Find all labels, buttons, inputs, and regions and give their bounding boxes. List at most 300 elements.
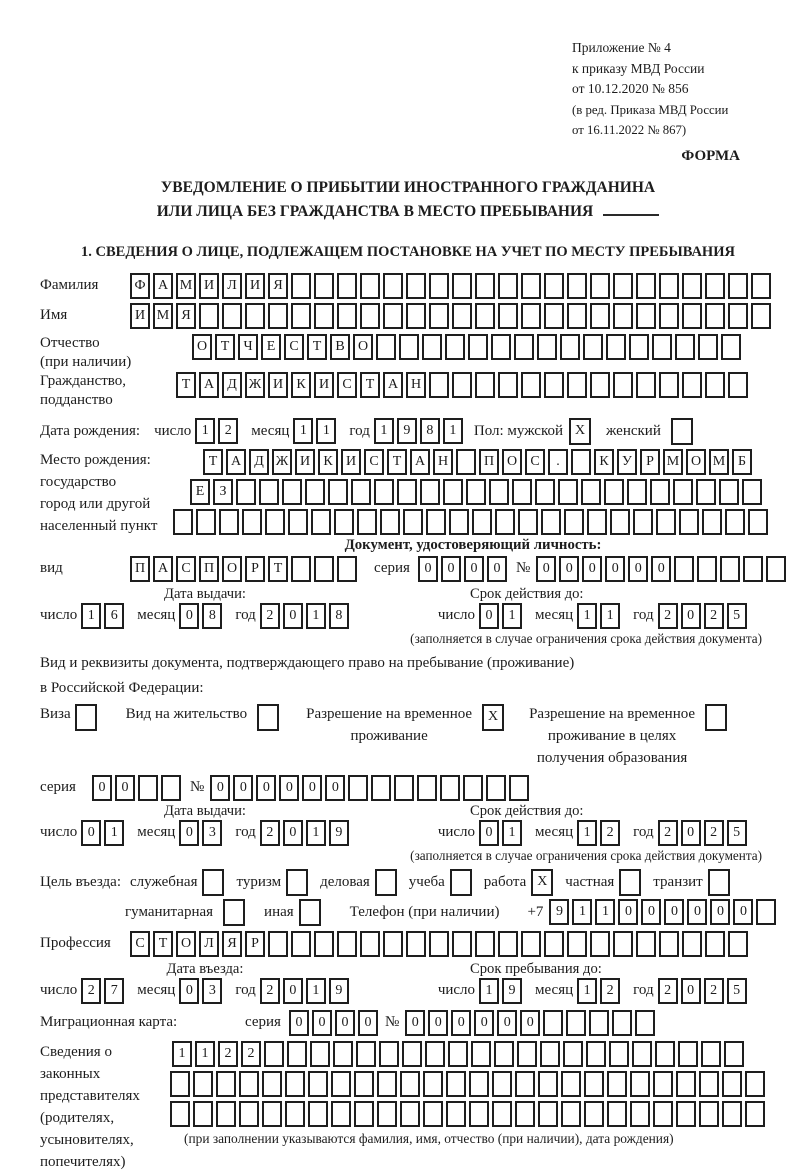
form-cell[interactable]: 9 bbox=[502, 978, 522, 1004]
form-cell[interactable] bbox=[463, 775, 483, 801]
form-cell[interactable]: 3 bbox=[202, 978, 222, 1004]
form-cell[interactable] bbox=[337, 931, 357, 957]
form-cell[interactable] bbox=[652, 334, 672, 360]
form-cell[interactable] bbox=[659, 303, 679, 329]
form-cell[interactable]: Т bbox=[360, 372, 380, 398]
form-cell[interactable]: 6 bbox=[104, 603, 124, 629]
form-cell[interactable] bbox=[360, 273, 380, 299]
form-cell[interactable]: 0 bbox=[681, 603, 701, 629]
form-cell[interactable]: 1 bbox=[374, 418, 394, 444]
form-cell[interactable]: 0 bbox=[464, 556, 484, 582]
form-cell[interactable] bbox=[632, 1041, 652, 1067]
form-cell[interactable] bbox=[584, 1071, 604, 1097]
form-cell[interactable]: В bbox=[330, 334, 350, 360]
checkbox-cell[interactable] bbox=[450, 869, 472, 896]
form-cell[interactable] bbox=[544, 931, 564, 957]
form-cell[interactable]: 0 bbox=[115, 775, 135, 801]
form-cell[interactable]: 0 bbox=[428, 1010, 448, 1036]
form-cell[interactable]: О bbox=[176, 931, 196, 957]
form-cell[interactable]: 1 bbox=[316, 418, 336, 444]
form-cell[interactable]: 0 bbox=[582, 556, 602, 582]
form-cell[interactable]: 0 bbox=[289, 1010, 309, 1036]
form-cell[interactable] bbox=[719, 479, 739, 505]
form-cell[interactable] bbox=[314, 273, 334, 299]
form-cell[interactable] bbox=[402, 1041, 422, 1067]
form-cell[interactable] bbox=[627, 479, 647, 505]
form-cell[interactable] bbox=[586, 1041, 606, 1067]
form-cell[interactable] bbox=[655, 1041, 675, 1067]
form-cell[interactable]: Н bbox=[406, 372, 426, 398]
form-cell[interactable] bbox=[492, 1101, 512, 1127]
form-cell[interactable]: 0 bbox=[687, 899, 707, 925]
form-cell[interactable] bbox=[310, 1041, 330, 1067]
form-cell[interactable] bbox=[161, 775, 181, 801]
form-cell[interactable] bbox=[590, 372, 610, 398]
form-cell[interactable] bbox=[400, 1101, 420, 1127]
form-cell[interactable]: М bbox=[176, 273, 196, 299]
form-cell[interactable]: 0 bbox=[283, 978, 303, 1004]
form-cell[interactable] bbox=[466, 479, 486, 505]
form-cell[interactable]: 0 bbox=[233, 775, 253, 801]
form-cell[interactable] bbox=[607, 1071, 627, 1097]
form-cell[interactable] bbox=[567, 273, 587, 299]
form-cell[interactable] bbox=[468, 334, 488, 360]
form-cell[interactable]: 7 bbox=[104, 978, 124, 1004]
form-cell[interactable] bbox=[291, 556, 311, 582]
checkbox-cell[interactable]: X bbox=[531, 869, 553, 896]
form-cell[interactable] bbox=[629, 334, 649, 360]
form-cell[interactable] bbox=[613, 273, 633, 299]
checkbox-cell[interactable] bbox=[257, 704, 279, 731]
form-cell[interactable]: 1 bbox=[195, 1041, 215, 1067]
form-cell[interactable] bbox=[285, 1071, 305, 1097]
form-cell[interactable]: 0 bbox=[536, 556, 556, 582]
form-cell[interactable] bbox=[584, 1101, 604, 1127]
form-cell[interactable]: О bbox=[222, 556, 242, 582]
form-cell[interactable]: Ф bbox=[130, 273, 150, 299]
form-cell[interactable]: К bbox=[291, 372, 311, 398]
form-cell[interactable] bbox=[475, 931, 495, 957]
form-cell[interactable] bbox=[589, 1010, 609, 1036]
form-cell[interactable] bbox=[245, 303, 265, 329]
form-cell[interactable]: Р bbox=[245, 931, 265, 957]
form-cell[interactable] bbox=[199, 303, 219, 329]
form-cell[interactable]: И bbox=[268, 372, 288, 398]
form-cell[interactable] bbox=[583, 334, 603, 360]
form-cell[interactable]: Л bbox=[199, 931, 219, 957]
form-cell[interactable] bbox=[449, 509, 469, 535]
form-cell[interactable] bbox=[429, 303, 449, 329]
checkbox-cell[interactable] bbox=[708, 869, 730, 896]
form-cell[interactable]: 0 bbox=[681, 978, 701, 1004]
form-cell[interactable] bbox=[417, 775, 437, 801]
form-cell[interactable] bbox=[590, 273, 610, 299]
form-cell[interactable] bbox=[567, 931, 587, 957]
form-cell[interactable]: 0 bbox=[283, 603, 303, 629]
form-cell[interactable]: С bbox=[364, 449, 384, 475]
form-cell[interactable] bbox=[702, 509, 722, 535]
form-cell[interactable] bbox=[287, 1041, 307, 1067]
form-cell[interactable] bbox=[422, 334, 442, 360]
form-cell[interactable]: И bbox=[130, 303, 150, 329]
form-cell[interactable]: П bbox=[479, 449, 499, 475]
form-cell[interactable] bbox=[544, 273, 564, 299]
form-cell[interactable] bbox=[489, 479, 509, 505]
form-cell[interactable] bbox=[406, 303, 426, 329]
form-cell[interactable] bbox=[521, 303, 541, 329]
form-cell[interactable]: 0 bbox=[81, 820, 101, 846]
checkbox-cell[interactable] bbox=[619, 869, 641, 896]
checkbox-cell[interactable] bbox=[75, 704, 97, 731]
form-cell[interactable] bbox=[380, 509, 400, 535]
form-cell[interactable]: 1 bbox=[293, 418, 313, 444]
form-cell[interactable] bbox=[521, 931, 541, 957]
form-cell[interactable] bbox=[498, 303, 518, 329]
form-cell[interactable]: 0 bbox=[733, 899, 753, 925]
form-cell[interactable] bbox=[653, 1071, 673, 1097]
form-cell[interactable] bbox=[193, 1101, 213, 1127]
form-cell[interactable] bbox=[650, 479, 670, 505]
form-cell[interactable]: Я bbox=[222, 931, 242, 957]
form-cell[interactable] bbox=[636, 303, 656, 329]
form-cell[interactable]: 1 bbox=[577, 820, 597, 846]
form-cell[interactable] bbox=[538, 1071, 558, 1097]
form-cell[interactable] bbox=[440, 775, 460, 801]
form-cell[interactable] bbox=[360, 931, 380, 957]
form-cell[interactable]: С bbox=[525, 449, 545, 475]
form-cell[interactable] bbox=[567, 372, 587, 398]
form-cell[interactable] bbox=[374, 479, 394, 505]
form-cell[interactable] bbox=[259, 479, 279, 505]
form-cell[interactable]: И bbox=[341, 449, 361, 475]
form-cell[interactable] bbox=[728, 273, 748, 299]
form-cell[interactable] bbox=[452, 303, 472, 329]
form-cell[interactable] bbox=[469, 1071, 489, 1097]
form-cell[interactable] bbox=[590, 931, 610, 957]
form-cell[interactable] bbox=[216, 1071, 236, 1097]
form-cell[interactable] bbox=[371, 775, 391, 801]
form-cell[interactable] bbox=[268, 303, 288, 329]
form-cell[interactable] bbox=[291, 273, 311, 299]
form-cell[interactable] bbox=[443, 479, 463, 505]
form-cell[interactable]: 0 bbox=[710, 899, 730, 925]
form-cell[interactable] bbox=[333, 1041, 353, 1067]
form-cell[interactable]: 0 bbox=[179, 978, 199, 1004]
form-cell[interactable] bbox=[587, 509, 607, 535]
form-cell[interactable] bbox=[675, 334, 695, 360]
form-cell[interactable]: 0 bbox=[618, 899, 638, 925]
form-cell[interactable] bbox=[699, 1101, 719, 1127]
form-cell[interactable] bbox=[682, 273, 702, 299]
form-cell[interactable]: 1 bbox=[600, 603, 620, 629]
form-cell[interactable] bbox=[699, 1071, 719, 1097]
form-cell[interactable] bbox=[745, 1101, 765, 1127]
checkbox-cell[interactable] bbox=[223, 899, 245, 926]
form-cell[interactable]: М bbox=[153, 303, 173, 329]
form-cell[interactable] bbox=[173, 509, 193, 535]
form-cell[interactable] bbox=[676, 1071, 696, 1097]
form-cell[interactable] bbox=[635, 1010, 655, 1036]
form-cell[interactable] bbox=[471, 1041, 491, 1067]
form-cell[interactable] bbox=[604, 479, 624, 505]
form-cell[interactable] bbox=[216, 1101, 236, 1127]
form-cell[interactable]: 9 bbox=[329, 820, 349, 846]
form-cell[interactable] bbox=[633, 509, 653, 535]
form-cell[interactable] bbox=[673, 479, 693, 505]
form-cell[interactable]: 1 bbox=[479, 978, 499, 1004]
form-cell[interactable] bbox=[682, 931, 702, 957]
form-cell[interactable]: А bbox=[153, 273, 173, 299]
form-cell[interactable] bbox=[721, 334, 741, 360]
form-cell[interactable] bbox=[606, 334, 626, 360]
form-cell[interactable] bbox=[448, 1041, 468, 1067]
form-cell[interactable] bbox=[724, 1041, 744, 1067]
form-cell[interactable] bbox=[566, 1010, 586, 1036]
form-cell[interactable] bbox=[544, 372, 564, 398]
form-cell[interactable] bbox=[406, 931, 426, 957]
form-cell[interactable] bbox=[543, 1010, 563, 1036]
form-cell[interactable] bbox=[517, 1041, 537, 1067]
checkbox-cell[interactable] bbox=[375, 869, 397, 896]
form-cell[interactable]: 0 bbox=[405, 1010, 425, 1036]
form-cell[interactable]: Е bbox=[190, 479, 210, 505]
form-cell[interactable]: О bbox=[502, 449, 522, 475]
form-cell[interactable] bbox=[515, 1071, 535, 1097]
form-cell[interactable] bbox=[613, 931, 633, 957]
form-cell[interactable] bbox=[697, 556, 717, 582]
form-cell[interactable] bbox=[423, 1101, 443, 1127]
form-cell[interactable] bbox=[360, 303, 380, 329]
form-cell[interactable] bbox=[613, 372, 633, 398]
form-cell[interactable] bbox=[311, 509, 331, 535]
form-cell[interactable] bbox=[222, 303, 242, 329]
form-cell[interactable]: Ж bbox=[272, 449, 292, 475]
form-cell[interactable] bbox=[383, 931, 403, 957]
form-cell[interactable]: 1 bbox=[306, 978, 326, 1004]
form-cell[interactable]: Д bbox=[249, 449, 269, 475]
form-cell[interactable] bbox=[515, 1101, 535, 1127]
form-cell[interactable]: 0 bbox=[358, 1010, 378, 1036]
form-cell[interactable] bbox=[498, 273, 518, 299]
form-cell[interactable] bbox=[495, 509, 515, 535]
form-cell[interactable] bbox=[728, 303, 748, 329]
form-cell[interactable] bbox=[291, 931, 311, 957]
form-cell[interactable] bbox=[305, 479, 325, 505]
form-cell[interactable] bbox=[766, 556, 786, 582]
form-cell[interactable] bbox=[399, 334, 419, 360]
form-cell[interactable]: 5 bbox=[727, 978, 747, 1004]
form-cell[interactable] bbox=[337, 556, 357, 582]
form-cell[interactable]: 1 bbox=[595, 899, 615, 925]
form-cell[interactable] bbox=[348, 775, 368, 801]
form-cell[interactable]: Т bbox=[215, 334, 235, 360]
form-cell[interactable]: 0 bbox=[479, 820, 499, 846]
form-cell[interactable]: Ч bbox=[238, 334, 258, 360]
form-cell[interactable] bbox=[705, 372, 725, 398]
form-cell[interactable]: 2 bbox=[600, 820, 620, 846]
form-cell[interactable]: 2 bbox=[260, 603, 280, 629]
form-cell[interactable] bbox=[636, 372, 656, 398]
form-cell[interactable] bbox=[676, 1101, 696, 1127]
form-cell[interactable] bbox=[423, 1071, 443, 1097]
form-cell[interactable]: 8 bbox=[329, 603, 349, 629]
form-cell[interactable] bbox=[705, 273, 725, 299]
form-cell[interactable] bbox=[351, 479, 371, 505]
checkbox-cell[interactable]: X bbox=[482, 704, 504, 731]
form-cell[interactable] bbox=[705, 931, 725, 957]
form-cell[interactable] bbox=[475, 372, 495, 398]
form-cell[interactable]: П bbox=[130, 556, 150, 582]
checkbox-cell[interactable]: X bbox=[569, 418, 591, 445]
form-cell[interactable] bbox=[406, 273, 426, 299]
form-cell[interactable] bbox=[659, 273, 679, 299]
form-cell[interactable]: 0 bbox=[605, 556, 625, 582]
form-cell[interactable]: 0 bbox=[210, 775, 230, 801]
form-cell[interactable] bbox=[560, 334, 580, 360]
form-cell[interactable] bbox=[452, 931, 472, 957]
form-cell[interactable]: 0 bbox=[312, 1010, 332, 1036]
form-cell[interactable]: 8 bbox=[420, 418, 440, 444]
form-cell[interactable]: А bbox=[153, 556, 173, 582]
form-cell[interactable] bbox=[268, 931, 288, 957]
form-cell[interactable]: С bbox=[176, 556, 196, 582]
form-cell[interactable] bbox=[563, 1041, 583, 1067]
form-cell[interactable] bbox=[609, 1041, 629, 1067]
form-cell[interactable] bbox=[659, 931, 679, 957]
form-cell[interactable]: У bbox=[617, 449, 637, 475]
form-cell[interactable] bbox=[630, 1101, 650, 1127]
form-cell[interactable]: О bbox=[686, 449, 706, 475]
form-cell[interactable] bbox=[678, 1041, 698, 1067]
form-cell[interactable]: З bbox=[213, 479, 233, 505]
form-cell[interactable] bbox=[337, 273, 357, 299]
form-cell[interactable] bbox=[743, 556, 763, 582]
form-cell[interactable]: 2 bbox=[704, 820, 724, 846]
form-cell[interactable] bbox=[282, 479, 302, 505]
form-cell[interactable]: И bbox=[199, 273, 219, 299]
form-cell[interactable] bbox=[696, 479, 716, 505]
checkbox-cell[interactable] bbox=[705, 704, 727, 731]
form-cell[interactable] bbox=[475, 273, 495, 299]
form-cell[interactable] bbox=[682, 303, 702, 329]
form-cell[interactable]: 0 bbox=[441, 556, 461, 582]
form-cell[interactable]: 3 bbox=[202, 820, 222, 846]
form-cell[interactable]: 0 bbox=[474, 1010, 494, 1036]
form-cell[interactable]: 1 bbox=[572, 899, 592, 925]
form-cell[interactable]: 0 bbox=[92, 775, 112, 801]
form-cell[interactable] bbox=[748, 509, 768, 535]
form-cell[interactable]: И bbox=[245, 273, 265, 299]
form-cell[interactable]: 2 bbox=[704, 603, 724, 629]
checkbox-cell[interactable] bbox=[286, 869, 308, 896]
form-cell[interactable]: 0 bbox=[651, 556, 671, 582]
form-cell[interactable] bbox=[242, 509, 262, 535]
form-cell[interactable] bbox=[456, 449, 476, 475]
form-cell[interactable] bbox=[397, 479, 417, 505]
form-cell[interactable] bbox=[636, 931, 656, 957]
form-cell[interactable]: 2 bbox=[260, 820, 280, 846]
form-cell[interactable] bbox=[376, 334, 396, 360]
form-cell[interactable]: 5 bbox=[727, 820, 747, 846]
form-cell[interactable]: 0 bbox=[451, 1010, 471, 1036]
form-cell[interactable] bbox=[308, 1071, 328, 1097]
form-cell[interactable] bbox=[674, 556, 694, 582]
form-cell[interactable] bbox=[452, 372, 472, 398]
form-cell[interactable] bbox=[521, 273, 541, 299]
form-cell[interactable] bbox=[725, 509, 745, 535]
form-cell[interactable]: Ж bbox=[245, 372, 265, 398]
form-cell[interactable] bbox=[679, 509, 699, 535]
form-cell[interactable] bbox=[509, 775, 529, 801]
form-cell[interactable] bbox=[498, 931, 518, 957]
form-cell[interactable] bbox=[705, 303, 725, 329]
form-cell[interactable] bbox=[518, 509, 538, 535]
form-cell[interactable] bbox=[492, 1071, 512, 1097]
form-cell[interactable] bbox=[653, 1101, 673, 1127]
form-cell[interactable] bbox=[446, 1101, 466, 1127]
form-cell[interactable]: 1 bbox=[104, 820, 124, 846]
form-cell[interactable]: 1 bbox=[577, 603, 597, 629]
form-cell[interactable] bbox=[138, 775, 158, 801]
form-cell[interactable]: Т bbox=[387, 449, 407, 475]
form-cell[interactable] bbox=[429, 931, 449, 957]
form-cell[interactable]: С bbox=[337, 372, 357, 398]
form-cell[interactable]: 8 bbox=[202, 603, 222, 629]
form-cell[interactable]: 2 bbox=[218, 1041, 238, 1067]
form-cell[interactable] bbox=[377, 1101, 397, 1127]
form-cell[interactable] bbox=[472, 509, 492, 535]
form-cell[interactable]: 2 bbox=[704, 978, 724, 1004]
form-cell[interactable]: О bbox=[192, 334, 212, 360]
form-cell[interactable] bbox=[446, 1071, 466, 1097]
form-cell[interactable] bbox=[538, 1101, 558, 1127]
form-cell[interactable]: Л bbox=[222, 273, 242, 299]
form-cell[interactable]: О bbox=[353, 334, 373, 360]
form-cell[interactable]: Р bbox=[640, 449, 660, 475]
form-cell[interactable]: К bbox=[318, 449, 338, 475]
form-cell[interactable]: И bbox=[295, 449, 315, 475]
form-cell[interactable] bbox=[751, 303, 771, 329]
form-cell[interactable] bbox=[720, 556, 740, 582]
form-cell[interactable]: 1 bbox=[502, 820, 522, 846]
form-cell[interactable] bbox=[494, 1041, 514, 1067]
form-cell[interactable]: Т bbox=[176, 372, 196, 398]
form-cell[interactable]: Д bbox=[222, 372, 242, 398]
form-cell[interactable]: 0 bbox=[335, 1010, 355, 1036]
form-cell[interactable] bbox=[445, 334, 465, 360]
form-cell[interactable] bbox=[698, 334, 718, 360]
form-cell[interactable] bbox=[291, 303, 311, 329]
form-cell[interactable]: 0 bbox=[628, 556, 648, 582]
form-cell[interactable]: 0 bbox=[283, 820, 303, 846]
form-cell[interactable]: И bbox=[314, 372, 334, 398]
form-cell[interactable]: 1 bbox=[306, 603, 326, 629]
form-cell[interactable] bbox=[265, 509, 285, 535]
form-cell[interactable] bbox=[535, 479, 555, 505]
form-cell[interactable] bbox=[564, 509, 584, 535]
form-cell[interactable]: 2 bbox=[658, 820, 678, 846]
form-cell[interactable] bbox=[498, 372, 518, 398]
form-cell[interactable] bbox=[659, 372, 679, 398]
form-cell[interactable] bbox=[537, 334, 557, 360]
form-cell[interactable] bbox=[377, 1071, 397, 1097]
form-cell[interactable] bbox=[356, 1041, 376, 1067]
form-cell[interactable]: Я bbox=[268, 273, 288, 299]
form-cell[interactable] bbox=[285, 1101, 305, 1127]
form-cell[interactable]: 9 bbox=[397, 418, 417, 444]
form-cell[interactable] bbox=[728, 372, 748, 398]
form-cell[interactable]: Н bbox=[433, 449, 453, 475]
